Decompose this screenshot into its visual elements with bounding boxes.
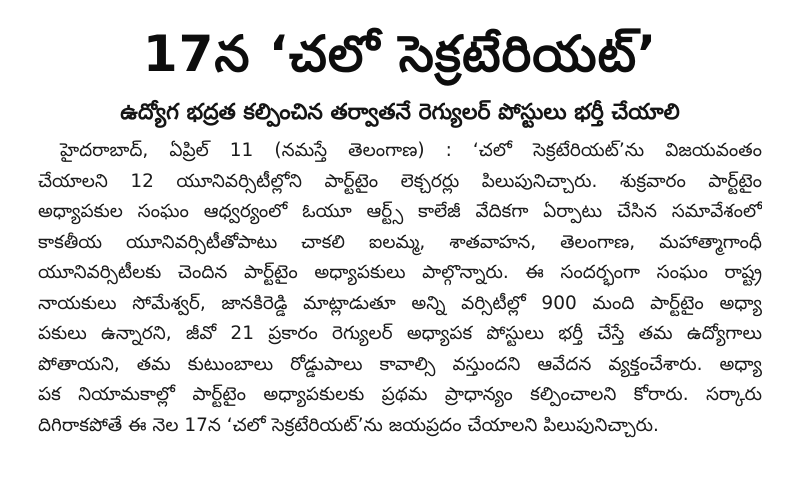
article-body (34, 136, 766, 441)
body-line: పక నియామకాల్లో పార్ట్‌టైం అధ్యాపకులకు ప్రథమ ప్రాధాన్యం కల్పించాలని కోరారు. సర్కారు (38, 384, 762, 405)
body-line: చేయాలని 12 యూనివర్సిటీల్లోని పార్ట్‌టైం లెక్చరర్లు పిలుపునిచ్చారు. శుక్రవారం పార్ట్‌టైం (38, 170, 762, 192)
body-line: నాయకులు సోమేశ్వర్, జానకిరెడ్డి మాట్లాడుతూ అన్ని వర్సిటీల్లో 900 మంది పార్ట్‌టైం అధ్యా (38, 292, 762, 314)
subheadline: ఉద్యోగ భద్రత కల్పించిన తర్వాతనే రెగ్యులర్ పోస్టులు భర్తీ చేయాలి (120, 100, 680, 125)
body-line: హైదరాబాద్, ఏప్రిల్ 11 (నమస్తే తెలంగాణ) : ‘చలో సెక్రటేరియట్’ను విజయవంతం (60, 140, 762, 161)
headline: 17న ‘చలో సెక్రటేరియట్’ (142, 25, 658, 83)
body-line: కాకతీయ యూనివర్సిటీతోపాటు చాకలి ఐలమ్మ, శాతవాహన, తెలంగాణ, మహాత్మాగాంధీ (38, 231, 762, 253)
body-line: పోతాయని, తమ కుటుంబాలు రోడ్డుపాలు కావాల్సి వస్తుందని ఆవేదన వ్యక్తంచేశారు. అధ్యా (38, 353, 762, 375)
body-line: అధ్యాపకుల సంఘం ఆధ్వర్యంలో ఓయూ ఆర్ట్స్ కాలేజీ వేదికగా ఏర్పాటు చేసిన సమావేశంలో (38, 201, 762, 222)
body-line: పకులు ఉన్నారని, జీవో 21 ప్రకారం రెగ్యులర్ అధ్యాపక పోస్టులు భర్తీ చేస్తే తమ ఉద్యోగాలు (38, 323, 762, 344)
body-line: యూనివర్సిటీలకు చెందిన పార్ట్‌టైం అధ్యాపకులు పాల్గొన్నారు. ఈ సందర్భంగా సంఘం రాష్ట్ర (38, 262, 762, 283)
body-line: దిగిరాకపోతే ఈ నెల 17న ‘చలో సెక్రటేరియట్’ను జయప్రదం చేయాలని పిలుపునిచ్చారు. (38, 414, 659, 436)
